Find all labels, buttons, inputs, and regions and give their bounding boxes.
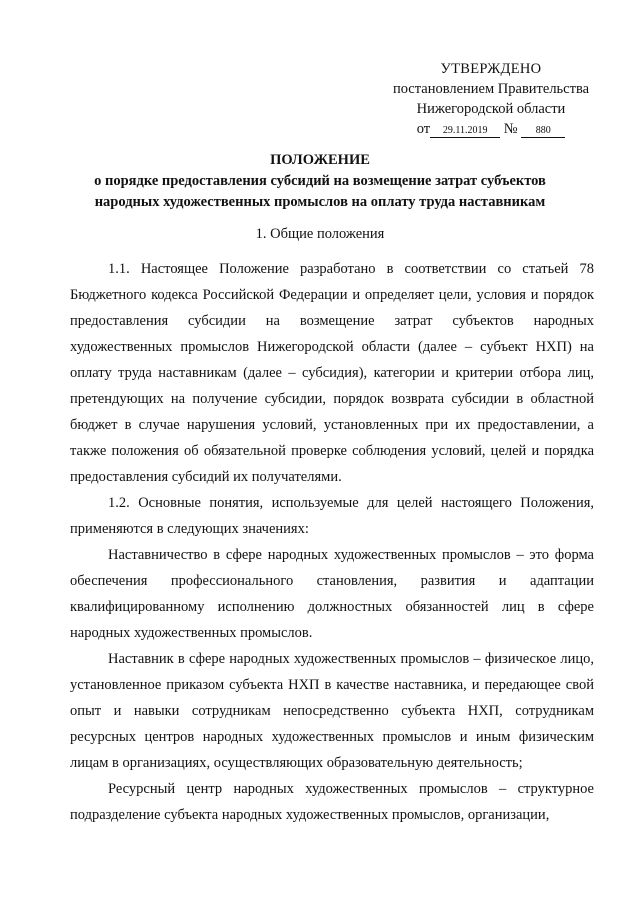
approval-date-line [380,119,602,139]
title-line-1: ПОЛОЖЕНИЕ [270,152,370,168]
approval-heading: УТВЕРЖДЕНО [440,61,542,77]
paragraph: 1.2. Основные понятия, используемые для целей настоящего Положения, применяются в следующих значениях: [70,495,594,537]
approval-date: 29.11.2019 [430,124,500,138]
paragraph: Наставник в сфере народных художественных промыслов – физическое лицо, установленное приказом субъекта НХП в качестве наставника, и передающее свой опыт и навыки сотрудникам непосредственно субъекта НХП, сотрудникам ресурсных центров народных художественных промыслов и иным физическим лицам в организациях, осуществляющих образовательную деятельность; [70,651,594,771]
title-line-3: народных художественных промыслов на оплату труда наставникам [94,194,546,210]
paragraph: 1.1. Настоящее Положение разработано в соответствии со статьей 78 Бюджетного кодекса Российской Федерации и определяет цели, условия и порядок предоставления субсидии на возмещение затрат субъектов народных художественных промыслов Нижегородской области (далее – субъект НХП) на оплату труда наставникам (далее – субсидия), категории и критерии отбора лиц, претендующих на получение субсидии, порядок возврата субсидии в областной бюджет в случае нарушения условий, установленных при их предоставлении, а также положения об обязательной проверке соблюдения условий, целей и порядка предоставления субсидий их получателями. [70,261,594,485]
number-sign: № [503,121,518,137]
approval-number: 880 [521,124,565,138]
document-title [60,150,580,213]
approval-block [380,59,602,139]
from-label: от [416,121,431,137]
document-body [70,256,594,828]
section-heading: 1. Общие положения [255,226,385,242]
approval-line-2: Нижегородской области [416,101,566,117]
paragraph: Наставничество в сфере народных художественных промыслов – это форма обеспечения профессионального становления, развития и адаптации квалифицированному исполнению должностных обязанностей лиц в сфере народных художественных промыслов. [70,547,594,641]
paragraph: Ресурсный центр народных художественных промыслов – структурное подразделение субъекта народных художественных промыслов, организации, [70,781,594,823]
title-line-2: о порядке предоставления субсидий на возмещение затрат субъектов [94,173,546,189]
approval-line-1: постановлением Правительства [392,81,590,97]
